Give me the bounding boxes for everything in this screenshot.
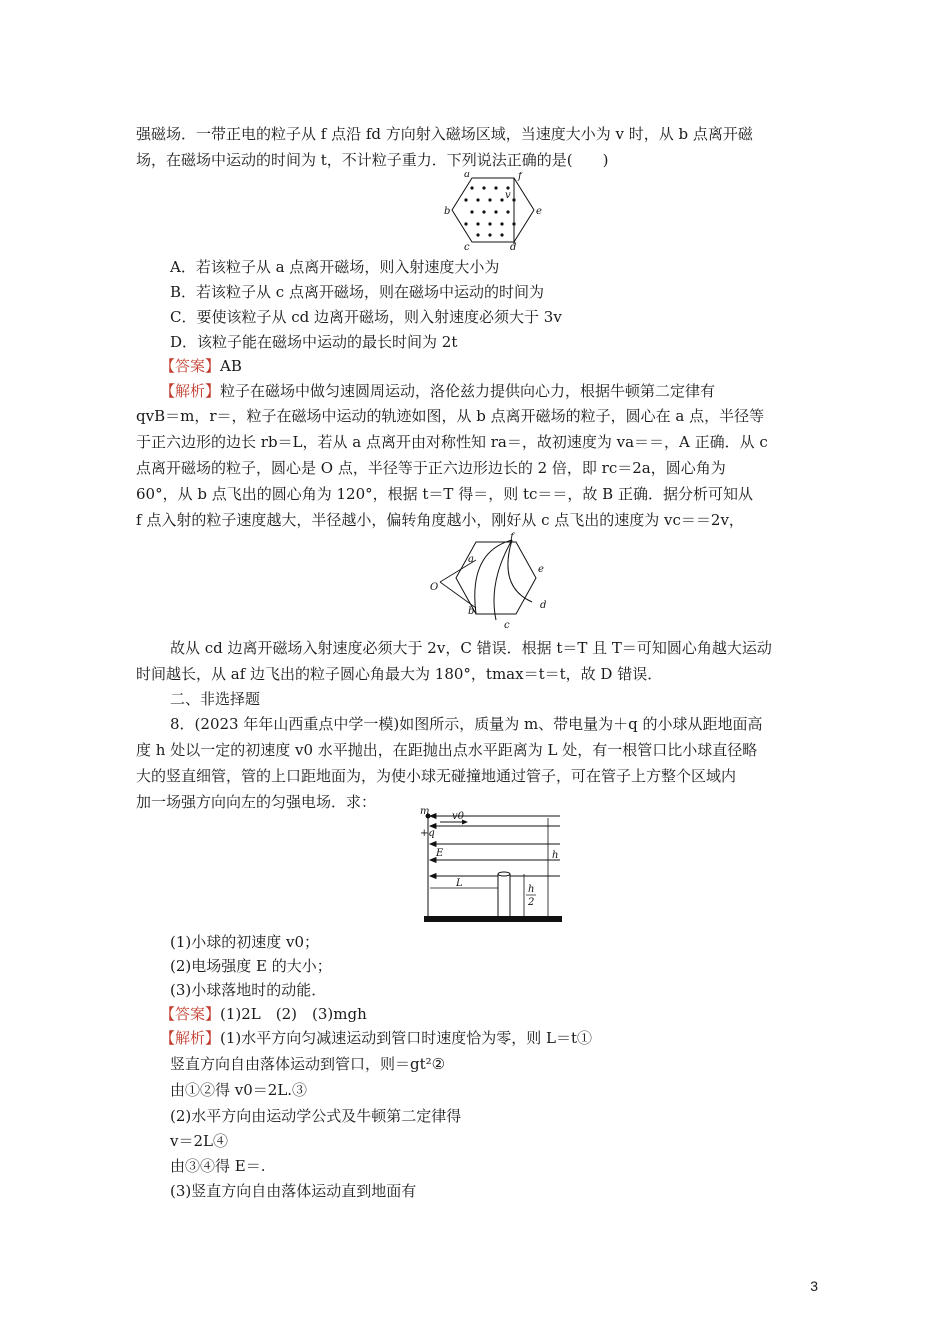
text-line: 故从 cd 边离开磁场入射速度必须大于 2v，C 错误．根据 t＝T 且 T＝可知圆心角越大运动 [170, 639, 772, 657]
label-f: f [518, 172, 522, 182]
text-line: 点离开磁场的粒子，圆心是 O 点，半径等于正六边形边长的 2 倍，即 rc＝2a，圆心角为 [136, 459, 726, 477]
analysis-text: (1)水平方向匀减速运动到管口时速度恰为零，则 L＝t① [220, 1029, 593, 1047]
answer-2 [160, 1004, 850, 1024]
label-d: d [540, 600, 547, 611]
electric-field-figure [418, 808, 568, 926]
section-heading: 二、非选择题 [170, 690, 261, 708]
hexagon-figure-2 [428, 532, 558, 632]
text-line: 强磁场．一带正电的粒子从 f 点沿 fd 方向射入磁场区域，当速度大小为 v 时，从 b 点离开磁 [136, 125, 753, 143]
solution-step: (2)水平方向由运动学公式及牛顿第二定律得 [170, 1107, 462, 1125]
label-h-den: 2 [528, 897, 535, 908]
answer-1 [160, 356, 850, 376]
sub-question-1: (1)小球的初速度 v0； [170, 933, 320, 951]
label-E: E [436, 848, 444, 859]
label-h-num: h [528, 884, 535, 895]
solution-step: 由①②得 v0＝2L.③ [170, 1081, 308, 1099]
label-b: b [468, 606, 475, 617]
label-f: f [510, 532, 514, 543]
text-line: 60°，从 b 点飞出的圆心角为 120°，根据 t＝T 得＝，则 tc＝＝，故 B 正确．据分析可知从 [136, 485, 753, 503]
label-v0: v0 [452, 811, 465, 822]
solution-step: (3)竖直方向自由落体运动直到地面有 [170, 1182, 417, 1200]
analysis-label: 【解析】 [160, 1029, 221, 1047]
answer-label: 【答案】 [160, 1005, 221, 1023]
text-line: 时间越长，从 af 边飞出的粒子圆心角最大为 180°，tmax＝t＝t，故 D 错误． [136, 665, 663, 683]
text-line: qvB＝m，r＝，粒子在磁场中运动的轨迹如图，从 b 点离开磁场的粒子，圆心在 a 点，半径等 [136, 407, 765, 425]
sub-question-2: (2)电场强度 E 的大小； [170, 957, 332, 975]
text-line: 度 h 处以一定的初速度 v0 水平抛出，在距抛出点水平距离为 L 处，有一根管口比小球直径略 [136, 741, 758, 759]
label-O: O [430, 582, 439, 593]
label-e: e [538, 564, 544, 575]
label-c: c [504, 620, 510, 631]
label-e: e [536, 206, 542, 217]
option-a: A．若该粒子从 a 点离开磁场，则入射速度大小为 [170, 258, 500, 276]
question-8: 8．(2023 年年山西重点中学一模)如图所示，质量为 m、带电量为＋q 的小球从距地面高 [170, 715, 763, 733]
solution-step: v＝2L④ [170, 1132, 228, 1150]
hexagon-figure-1 [444, 172, 542, 250]
label-v: v [505, 190, 511, 201]
label-L: L [456, 878, 463, 889]
option-c: C．要使该粒子从 cd 边离开磁场，则入射速度必须大于 3v [170, 308, 562, 326]
analysis-2 [160, 1028, 850, 1048]
analysis-text: 粒子在磁场中做匀速圆周运动，洛伦兹力提供向心力，根据牛顿第二定律有 [220, 382, 716, 400]
solution-step: 竖直方向自由落体运动到管口，则＝gt²② [170, 1055, 446, 1073]
text-line: 于正六边形的边长 rb＝L，若从 a 点离开由对称性知 ra＝，故初速度为 va＝＝，A 正确．从 c [136, 433, 768, 451]
label-b: b [444, 206, 451, 217]
answer-text: (1)2L (2) (3)mgh [220, 1005, 367, 1023]
answer-text: AB [220, 357, 242, 375]
solution-step: 由③④得 E＝. [170, 1157, 266, 1175]
label-h: h [552, 850, 559, 861]
option-d: D．该粒子能在磁场中运动的最长时间为 2t [170, 333, 458, 351]
text-line: 大的竖直细管，管的上口距地面为，为使小球无碰撞地通过管子，可在管子上方整个区域内 [136, 767, 737, 785]
text-line: f 点入射的粒子速度越大，半径越小，偏转角度越小，刚好从 c 点飞出的速度为 vc＝＝2v， [136, 511, 744, 529]
sub-question-3: (3)小球落地时的动能． [170, 981, 327, 999]
label-c: c [464, 242, 470, 250]
label-d: d [510, 242, 517, 250]
text-line: 场，在磁场中运动的时间为 t，不计粒子重力．下列说法正确的是( ) [136, 151, 609, 169]
label-q: +q [420, 828, 435, 839]
label-a: a [464, 172, 470, 180]
option-b: B．若该粒子从 c 点离开磁场，则在磁场中运动的时间为 [170, 283, 544, 301]
page-number: 3 [810, 1278, 818, 1294]
text-line: 加一场强方向向左的匀强电场．求： [136, 793, 377, 811]
label-m: m [420, 808, 430, 817]
label-a: a [468, 554, 474, 565]
analysis-1 [160, 381, 850, 401]
analysis-label: 【解析】 [160, 382, 221, 400]
answer-label: 【答案】 [160, 357, 221, 375]
